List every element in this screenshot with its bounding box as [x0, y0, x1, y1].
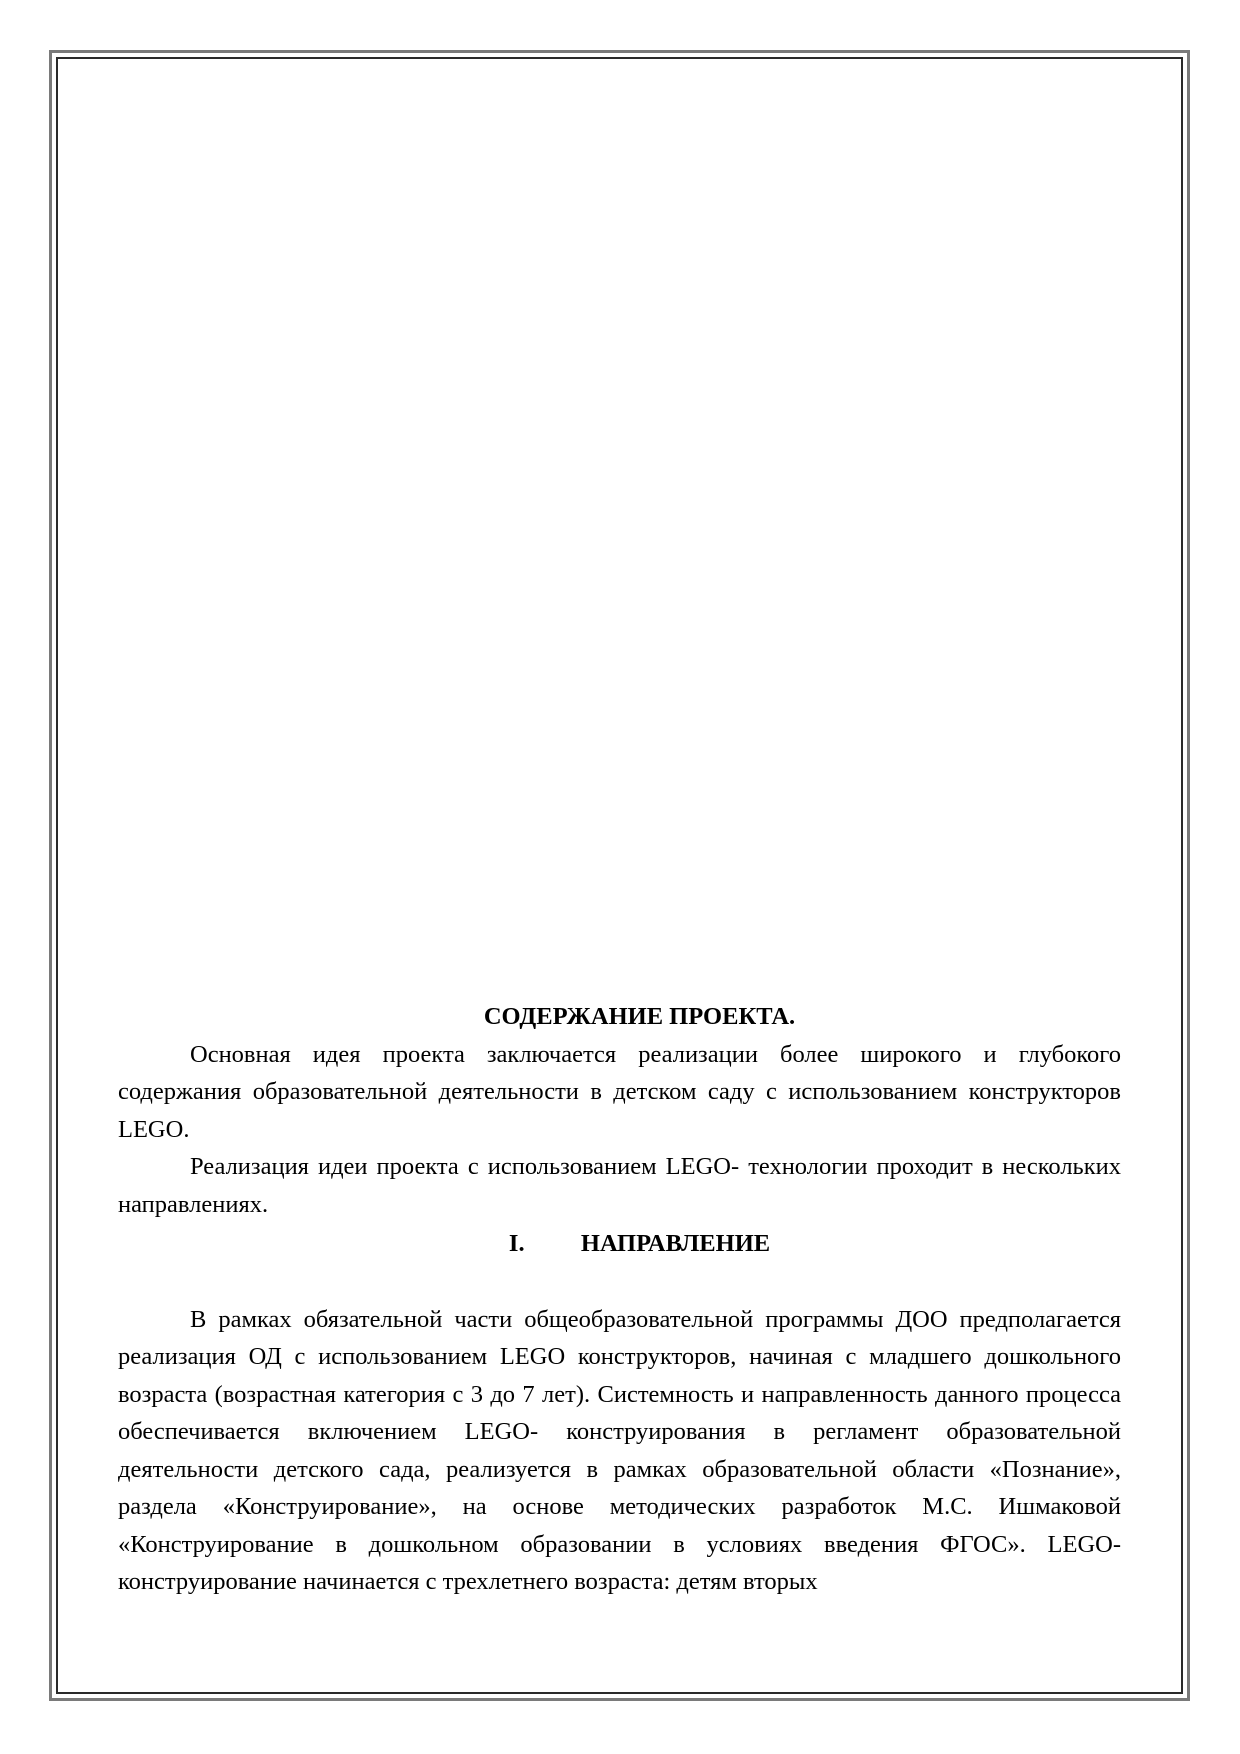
section-title: НАПРАВЛЕНИЕ — [580, 1230, 771, 1257]
document-body — [118, 998, 1121, 1601]
section-number: I. — [508, 1230, 525, 1257]
section-heading — [118, 1223, 1121, 1263]
paragraph-mandatory-part: В рамках обязательной части общеобразовательной программы ДОО предполагается реализация ОД с использованием LEGO конструкторов, начиная с младшего дошкольного возраста (возрастная категория с 3 до 7 лет). Системность и направленность данного процесса обеспечивается включением LEGO- конструирования в регламент образовательной деятельности детского сада, реализуется в рамках образовательной области «Познание», раздела «Конструирование», на основе методических разработок М.С. Ишмаковой «Конструирование в дошкольном образовании в условиях введения ФГОС». LEGO- конструирование начинается с трехлетнего возраста: детям вторых — [118, 1305, 1121, 1595]
paragraph-main-idea: Основная идея проекта заключается реализации более широкого и глубокого содержания образовательной деятельности в детском саду с использованием конструкторов LEGO. — [118, 1040, 1121, 1143]
paragraph-implementation: Реализация идеи проекта с использованием LEGO- технологии проходит в нескольких направлениях. — [118, 1153, 1121, 1218]
spacer — [118, 1263, 1121, 1301]
document-title: СОДЕРЖАНИЕ ПРОЕКТА. — [483, 1003, 796, 1030]
